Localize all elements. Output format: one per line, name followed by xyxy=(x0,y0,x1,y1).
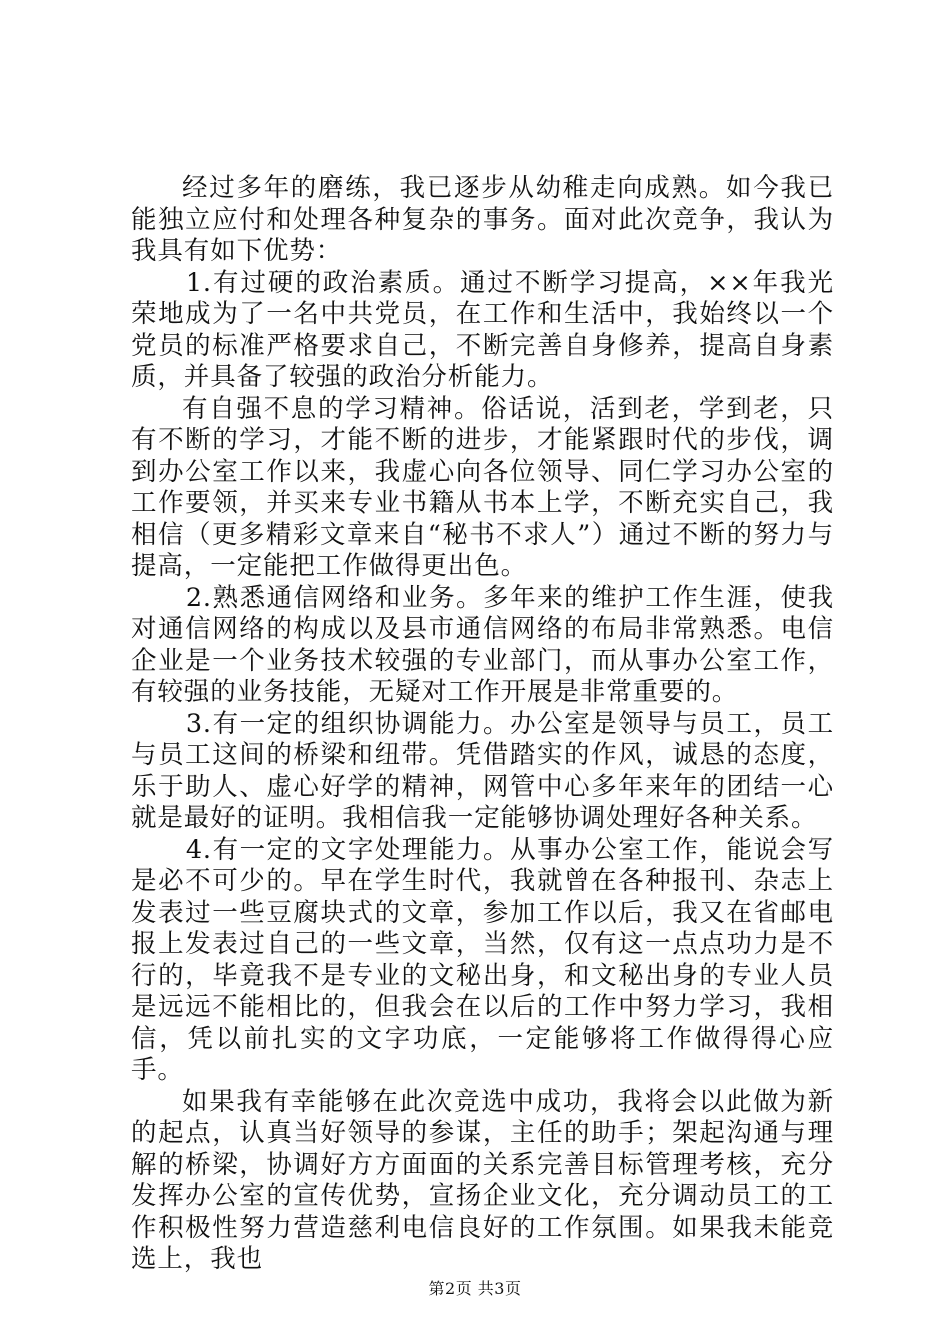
paragraph-learning-spirit: 有自强不息的学习精神。俗话说，活到老，学到老，只有不断的学习，才能不断的进步，才能紧跟时代的步伐，调到办公室工作以来，我虚心向各位领导、同仁学习办公室的工作要领，并买来专业书籍从书本上学，不断充实自己，我相信（更多精彩文章来自“秘书不求人”）通过不断的努力与提高，一定能把工作做得更出色。 xyxy=(131,393,834,581)
paragraph-point-4: 4.有一定的文字处理能力。从事办公室工作，能说会写是必不可少的。早在学生时代，我就曾在各种报刊、杂志上发表过一些豆腐块式的文章，参加工作以后，我又在省邮电报上发表过自己的一些文章，当然，仅有这一点点功力是不行的，毕竟我不是专业的文秘出身，和文秘出身的专业人员是远远不能相比的，但我会在以后的工作中努力学习，我相信，凭以前扎实的文字功底，一定能够将工作做得得心应手。 xyxy=(131,834,834,1085)
paragraph-conclusion: 如果我有幸能够在此次竞选中成功，我将会以此做为新的起点，认真当好领导的参谋，主任的助手；架起沟通与理解的桥梁，协调好方方面面的关系完善目标管理考核，充分发挥办公室的宣传优势，宣扬企业文化，充分调动员工的工作积极性努力营造慈利电信良好的工作氛围。如果我未能竞选上，我也 xyxy=(131,1086,834,1274)
paragraph-point-1: 1.有过硬的政治素质。通过不断学习提高，××年我光荣地成为了一名中共党员，在工作和生活中，我始终以一个党员的标准严格要求自己，不断完善自身修养，提高自身素质，并具备了较强的政治分析能力。 xyxy=(131,267,834,392)
paragraph-point-2: 2.熟悉通信网络和业务。多年来的维护工作生涯，使我对通信网络的构成以及县市通信网络的布局非常熟悉。电信企业是一个业务技术较强的专业部门，而从事办公室工作，有较强的业务技能，无疑对工作开展是非常重要的。 xyxy=(131,582,834,707)
document-body xyxy=(131,173,834,1276)
page-number-footer: 第2页 共3页 xyxy=(428,1279,522,1298)
paragraph-intro: 经过多年的磨练，我已逐步从幼稚走向成熟。如今我已能独立应付和处理各种复杂的事务。面对此次竞争，我认为我具有如下优势： xyxy=(131,173,834,266)
paragraph-point-3: 3.有一定的组织协调能力。办公室是领导与员工，员工与员工这间的桥梁和纽带。凭借踏实的作风，诚恳的态度，乐于助人、虚心好学的精神，网管中心多年来年的团结一心就是最好的证明。我相信我一定能够协调处理好各种关系。 xyxy=(131,708,834,833)
